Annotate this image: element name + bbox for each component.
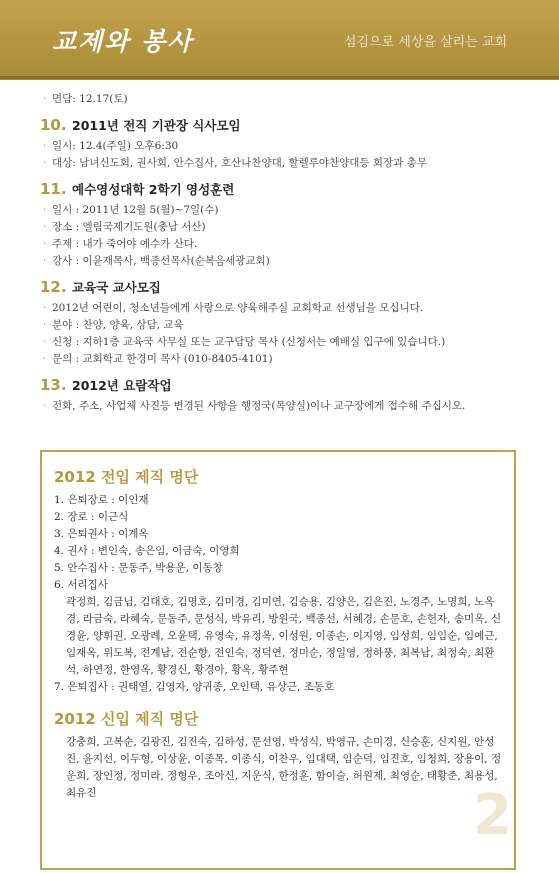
section-11 [40, 180, 520, 270]
section-line: · 신청 : 지하1층 교육국 사무실 또는 교구담당 목사 (신청서는 예배실 입구에 있습니다.) [40, 334, 520, 351]
section-10 [40, 116, 520, 172]
header-banner [0, 0, 559, 80]
section-13 [40, 376, 520, 415]
header-divider [0, 76, 559, 79]
transfer-officers-title: 2012 전입 제직 명단 [54, 468, 199, 486]
section-line: · 일시 : 2011년 12월 5(월)~7일(수) [40, 202, 520, 219]
intro-line: · 면담: 12.17(토) [40, 91, 520, 108]
section-line: · 분야 : 찬양, 양육, 상담, 교육 [40, 317, 520, 334]
page-subtitle: 섬김으로 세상을 살리는 교회 [343, 35, 507, 50]
announcement-content [40, 91, 520, 415]
list-item: 1. 은퇴장로 : 이인재 [54, 494, 149, 506]
new-officer-names: 강충희, 고복순, 김광진, 김진숙, 김하성, 문선영, 박성식, 박영규, 손미경, 신승훈, 신지원, 안성진, 윤지선, 이두형, 이상윤, 이종목, 이종식, 이찬우, 임대택, 임순덕, 임진호, 임청희, 장용이, 정운희, 장인정, 정미라, 정형우, 조아신, 지운식, 한정훈, 함이슬, 허원제, 최영순, 태황준, 최용성, 최유진 [66, 736, 502, 799]
deacon-names: 곽정희, 김금님, 김대호, 김명호, 김미경, 김미연, 김승용, 김양은, 김은진, 노경주, 노명희, 노옥경, 라금숙, 라혜숙, 문동주, 문성식, 박유리, 방원국, 백종선, 서혜경, 손문호, 손헌자, 송미옥, 신경윤, 양휘권, 오광례, 오윤택, 유영숙, 유정옥, 이성원, 이종손, 이지영, 임성희, 임임순, 임예근, 임재옥, 위도복, 전계남, 전순향, 전인숙, 정덕연, 정미순, 정일영, 정하풍, 최복남, 최정숙, 최환석, 하연정, 한영옥, 황경신, 황경아, 황옥, 황주현 [66, 596, 502, 676]
section-number: 13. [40, 376, 67, 394]
section-number: 12. [40, 278, 67, 296]
section-line: · 2012년 어린이, 청소년들에게 사랑으로 양육해주실 교회학교 선생님을 모십니다. [40, 300, 520, 317]
section-number: 11. [40, 180, 67, 198]
section-line: · 전화, 주소, 사업체 사진등 변경된 사항을 행정국(목양실)이나 교구장에게 접수해 주십시오. [40, 398, 520, 415]
section-number: 10. [40, 116, 67, 134]
page-number: 2 [473, 783, 512, 848]
section-line: · 주제 : 내가 죽어야 예수가 산다. [40, 236, 520, 253]
section-line: · 강사 : 이윤재목사, 백종선목사(순복음세광교회) [40, 253, 520, 270]
section-line: · 장소 : 엘림국제기도원(충남 서산) [40, 219, 520, 236]
list-item: 5. 안수집사 : 문동주, 박용운, 이동창 [54, 562, 223, 574]
section-line: · 문의 : 교회학교 한경미 목사 (010-8405-4101) [40, 351, 520, 368]
new-officers-title: 2012 신입 제직 명단 [54, 710, 199, 728]
list-item: 2. 장로 : 이근식 [54, 511, 129, 523]
section-title: 예수영성대학 2학기 영성훈련 [72, 182, 235, 197]
officer-list-box [40, 450, 516, 870]
section-title: 교육국 교사모집 [72, 280, 161, 295]
list-item: 4. 권사 : 변인숙, 송은임, 이금숙, 이영희 [54, 545, 240, 557]
section-line: · 일시: 12.4(주일) 오후6:30 [40, 138, 520, 155]
section-line: · 대상: 남녀신도회, 권사회, 안수집사, 호산나찬양대, 할렐루야찬양대등 회장과 총무 [40, 155, 520, 172]
list-item: 7. 은퇴집사 : 권태열, 김영자, 양귀종, 오인택, 유상근, 조동호 [54, 681, 335, 693]
section-title: 2012년 요람작업 [72, 378, 172, 393]
section-title: 2011년 전직 기관장 식사모임 [72, 118, 241, 133]
section-12 [40, 278, 520, 368]
list-item: 6. 서리집사 [54, 579, 108, 591]
page-title: 교제와 봉사 [52, 27, 194, 56]
list-item: 3. 은퇴권사 : 이계옥 [54, 528, 149, 540]
